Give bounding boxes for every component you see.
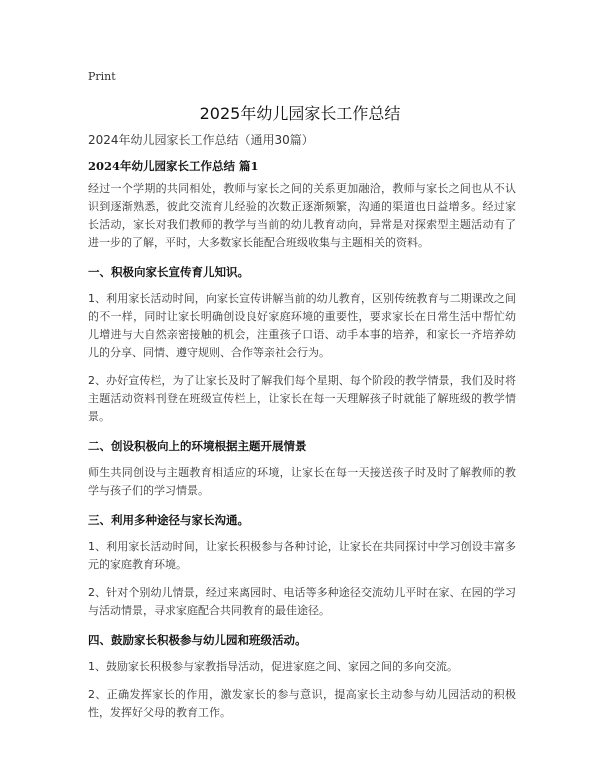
section-3-paragraph-1: 1、利用家长活动时间，让家长积极参与各种讨论，让家长在共同探讨中学习创设丰富多元的家庭教育环境。 [88,540,516,571]
section-heading-1: 一、积极向家长宣传育儿知识。 [88,265,249,279]
intro-paragraph: 经过一个学期的共同相处，教师与家长之间的关系更加融洽，教师与家长之间也从不认识到逐渐熟悉，彼此交流育儿经验的次数正逐渐频繁，沟通的渠道也日益增多。经过家长活动，家长对我们教师的教学与当前的幼儿教育动向，异常是对探索型主题活动有了进一步的了解，平时，大多数家长能配合班级收集与主题相关的资料。 [88,182,516,249]
section-heading-3: 三、利用多种途径与家长沟通。 [88,513,249,527]
part-title: 2024年幼儿园家长工作总结 篇1 [88,159,259,173]
section-4-paragraph-2: 2、正确发挥家长的作用，激发家长的参与意识，提高家长主动参与幼儿园活动的积极性，发挥好父母的教育工作。 [88,688,516,719]
section-4-paragraph-1: 1、鼓励家长积极参与家教指导活动，促进家庭之间、家园之间的多向交流。 [88,660,458,673]
section-1-paragraph-2: 2、办好宣传栏，为了让家长及时了解我们每个星期、每个阶段的教学情景，我们及时将主题活动资料刊登在班级宣传栏上，让家长在每一天理解孩子时就能了解班级的教学情景。 [88,374,516,423]
page-title: 2025年幼儿园家长工作总结 [199,104,401,123]
article-subtitle: 2024年幼儿园家长工作总结（通用30篇） [88,133,314,147]
section-heading-4: 四、鼓励家长积极参与幼儿园和班级活动。 [88,633,307,647]
section-2-paragraph-1: 师生共同创设与主题教育相适应的环境，让家长在每一天接送孩子时及时了解教师的教学与孩子们的学习情景。 [88,466,516,497]
section-3-paragraph-2: 2、针对个别幼儿情景，经过来离园时、电话等多种途径交流幼儿平时在家、在园的学习与活动情景，寻求家庭配合共同教育的最佳途径。 [88,586,516,617]
print-link[interactable]: Print [88,70,116,83]
section-1-paragraph-1: 1、利用家长活动时间，向家长宣传讲解当前的幼儿教育，区别传统教育与二期课改之间的不一样，同时让家长明确创设良好家庭环境的重要性，要求家长在日常生活中帮忙幼儿增进与大自然亲密接触的机会，注重孩子口语、动手本事的培养，和家长一齐培养幼儿的分享、同情、遵守规则、合作等亲社会行为。 [88,292,516,359]
article-body [88,130,516,732]
section-heading-2: 二、创设积极向上的环境根据主题开展情景 [88,439,307,453]
